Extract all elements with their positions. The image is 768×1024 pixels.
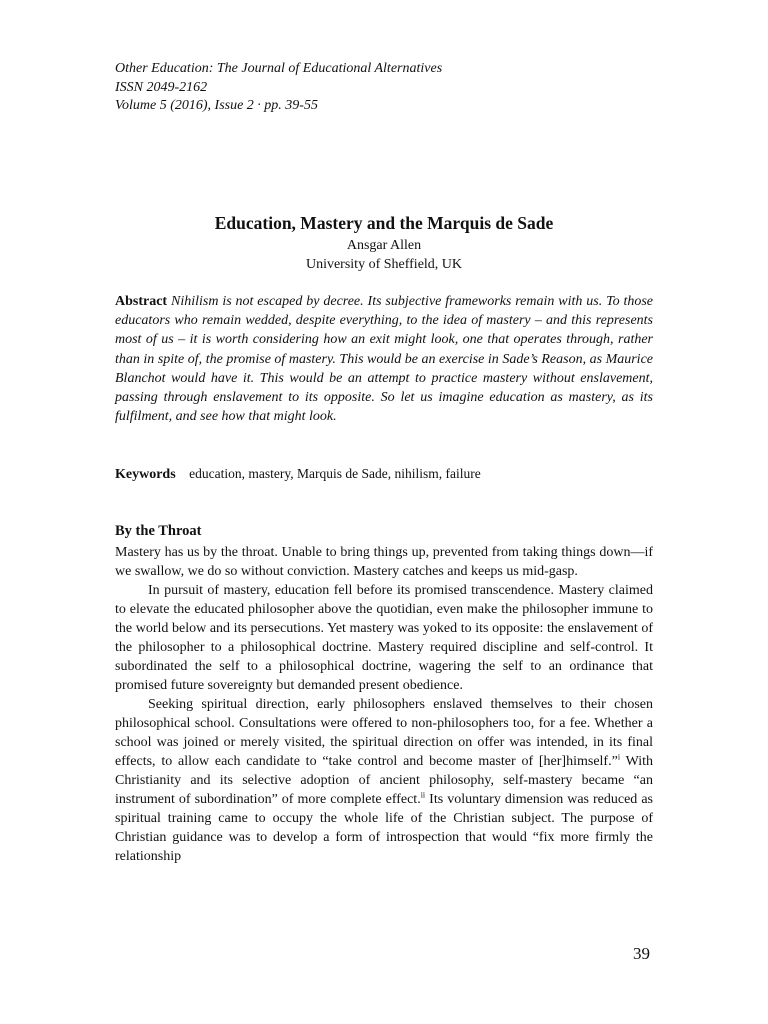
paragraph-2: In pursuit of mastery, education fell before its promised transcendence. Mastery claimed to elevate the educated philosopher above the quotidian, even make the philosopher immune to the world below and its persecutions. Yet mastery was yoked to its opposite: the enslavement of the philosopher to a philosophical doctrine. Mastery required discipline and self-control. It subordinated the self to a philosophical doctrine, wagering the self to an ordinance that promised future sovereignty but demanded present obedience. — [115, 583, 653, 693]
paragraph-3-part-a: Seeking spiritual direction, early philosophers enslaved themselves to their chosen philosophical school. Consultations were offered to non-philosophers too, for a fee. Whether a school was joined or merely visited, the spiritual direction on offer was intended, in its final effects, to allow each candidate to “take control and become master of [her]himself.” — [115, 697, 653, 769]
article-author: Ansgar Allen — [346, 238, 422, 253]
journal-volume: Volume 5 (2016), Issue 2 · pp. 39-55 — [115, 98, 318, 113]
paragraph-1: Mastery has us by the throat. Unable to bring things up, prevented from taking things down—if we swallow, we do so without conviction. Mastery catches and keeps us mid-gasp. — [115, 545, 653, 579]
keywords-values: education, mastery, Marquis de Sade, nihilism, failure — [189, 466, 481, 481]
abstract — [115, 292, 653, 426]
journal-name: Other Education: The Journal of Educational Alternatives — [115, 61, 443, 76]
keywords-label: Keywords — [115, 467, 176, 482]
article-title: Education, Mastery and the Marquis de Sade — [214, 213, 554, 233]
article-affiliation: University of Sheffield, UK — [305, 257, 463, 272]
abstract-text: Nihilism is not escaped by decree. Its subjective frameworks remain with us. To those educators who remain wedded, despite everything, to the idea of mastery – and this represents most of us – it is worth considering how an exit might look, one that operates through, rather than in spite of, the promise of mastery. This would be an exercise in Sade’s Reason, as Maurice Blanchot would have it. This would be an attempt to practice mastery without enslavement, passing through enslavement to its opposite. So let us imagine education as mastery, as its fulfilment, and see how that might look. — [115, 294, 654, 425]
paragraph-3 — [115, 695, 653, 866]
abstract-label: Abstract — [115, 294, 168, 309]
journal-issn: ISSN 2049-2162 — [115, 79, 208, 95]
body-text — [115, 543, 653, 866]
section-heading: By the Throat — [115, 523, 202, 539]
keywords — [115, 466, 481, 483]
paragraph-3-part-c: Its voluntary dimension was reduced as spiritual training came to occupy the whole life of the Christian subject. The purpose of Christian guidance was to develop a form of introspection that would “fix more firmly the relationship — [115, 792, 653, 864]
footnote-marker-2[interactable]: ii — [420, 790, 426, 800]
page-number: 39 — [633, 944, 650, 963]
journal-header — [115, 60, 442, 116]
paragraph-3-part-b: With Christianity and its selective adoption of ancient philosophy, self-mastery became “an instrument of subordination” of more complete effect. — [115, 754, 653, 807]
footnote-marker-1[interactable]: i — [617, 752, 621, 762]
